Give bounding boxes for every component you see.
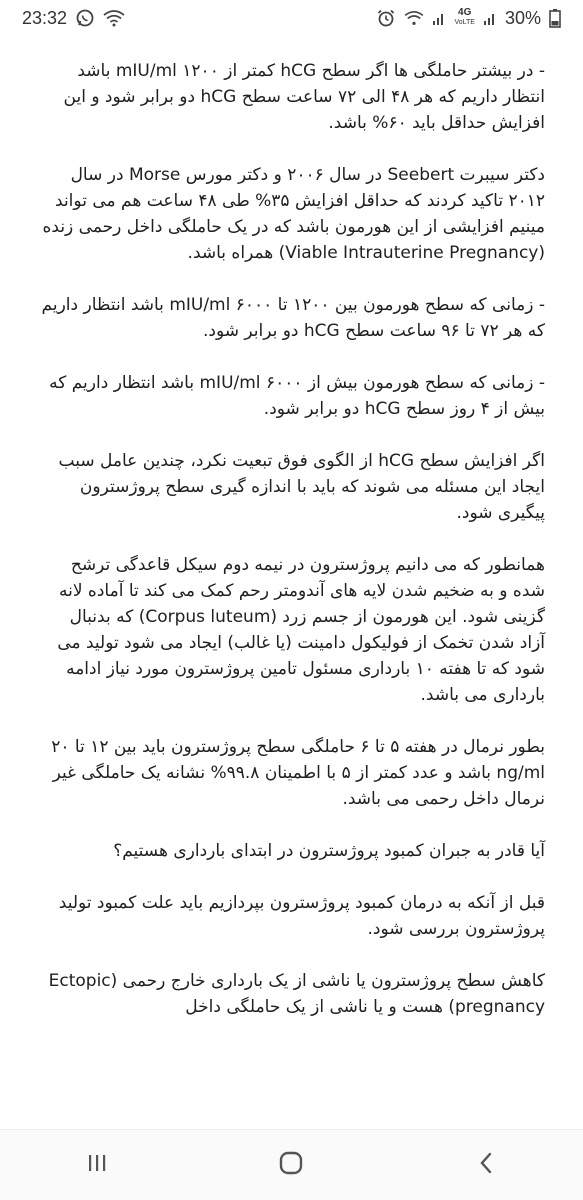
article-content bbox=[40, 58, 545, 1046]
article-paragraph: آیا قادر به جبران کمبود پروژسترون در ابتدای بارداری هستیم؟ bbox=[113, 841, 545, 861]
status-bar-right bbox=[376, 8, 561, 29]
network-type-icon bbox=[454, 8, 475, 28]
wifi-icon bbox=[404, 10, 424, 26]
home-button[interactable] bbox=[261, 1140, 321, 1190]
wifi-icon bbox=[103, 9, 125, 27]
status-time: 23:32 bbox=[22, 7, 68, 28]
article-paragraph: بطور نرمال در هفته ۵ تا ۶ حاملگی سطح پروژسترون باید بین ۱۲ تا ۲۰ ng/ml باشد و عدد کمتر از ۵ با اطمینان ۹۹.۸% نشانه یک حاملگی غیر نرمال داخل رحمی می باشد. bbox=[51, 737, 545, 809]
back-icon bbox=[477, 1151, 495, 1179]
battery-icon bbox=[549, 8, 561, 28]
article-paragraph: همانطور که می دانیم پروژسترون در نیمه دوم سیکل قاعدگی ترشح شده و به ضخیم شدن لایه های آندومتر رحم کمک می کند تا آماده لانه گزینی شود. این هورمون از جسم زرد (Corpus luteum) که بدنبال آزاد شدن تخمک از فولیکول دامینت (یا غالب) ایجاد می شود تولید می شود که تا هفته ۱۰ بارداری مسئول تامین پروژسترون مورد نیاز ادامه بارداری می باشد. bbox=[57, 555, 545, 705]
signal-icon bbox=[432, 10, 446, 26]
back-button[interactable] bbox=[456, 1140, 516, 1190]
status-bar-left bbox=[22, 8, 125, 29]
network-label: 4G bbox=[458, 7, 472, 18]
home-icon bbox=[278, 1150, 304, 1180]
article-paragraph: قبل از آنکه به درمان کمبود پروژسترون بپردازیم باید علت کمبود تولید پروژسترون بررسی شود. bbox=[58, 893, 545, 939]
recents-button[interactable] bbox=[67, 1140, 127, 1190]
navigation-bar bbox=[0, 1129, 583, 1200]
article-paragraph: - زمانی که سطح هورمون بین ۱۲۰۰ تا ۶۰۰۰ mIU/ml باشد انتظار داریم که هر ۷۲ تا ۹۶ ساعت سطح hCG دو برابر شود. bbox=[41, 295, 545, 341]
status-bar bbox=[0, 0, 583, 36]
article-paragraph: - در بیشتر حاملگی ها اگر سطح hCG کمتر از ۱۲۰۰ mIU/ml باشد انتظار داریم که هر ۴۸ الی ۷۲ ساعت سطح hCG دو برابر شود و این افزایش حداقل باید ۶۰% باشد. bbox=[63, 61, 545, 133]
article-paragraph: اگر افزایش سطح hCG از الگوی فوق تبعیت نکرد، چندین عامل سبب ایجاد این مسئله می شوند که باید با اندازه گیری سطح پروژسترون پیگیری شود. bbox=[58, 451, 545, 523]
whatsapp-icon bbox=[75, 8, 95, 28]
article-paragraph: کاهش سطح پروژسترون یا ناشی از یک بارداری خارج رحمی (Ectopic pregnancy) هست و یا ناشی از یک حاملگی داخل bbox=[48, 971, 545, 1017]
signal-icon bbox=[483, 10, 497, 26]
alarm-icon bbox=[376, 8, 396, 28]
article-paragraph: دکتر سیبرت Seebert در سال ۲۰۰۶ و دکتر مورس Morse در سال ۲۰۱۲ تاکید کردند که حداقل افزایش ۳۵% طی ۴۸ ساعت هم می تواند مینیم افزایشی از این هورمون باشد که در یک حاملگی داخل رحمی زنده (Viable Intrauterine Pregnancy) همراه باشد. bbox=[42, 165, 545, 263]
battery-percent: 30% bbox=[504, 7, 541, 28]
recents-icon bbox=[86, 1153, 108, 1177]
article-paragraph: - زمانی که سطح هورمون بیش از ۶۰۰۰ mIU/ml باشد انتظار داریم که بیش از ۴ روز سطح hCG دو برابر شود. bbox=[49, 373, 545, 419]
network-sub-label: VoLTE bbox=[454, 19, 475, 26]
